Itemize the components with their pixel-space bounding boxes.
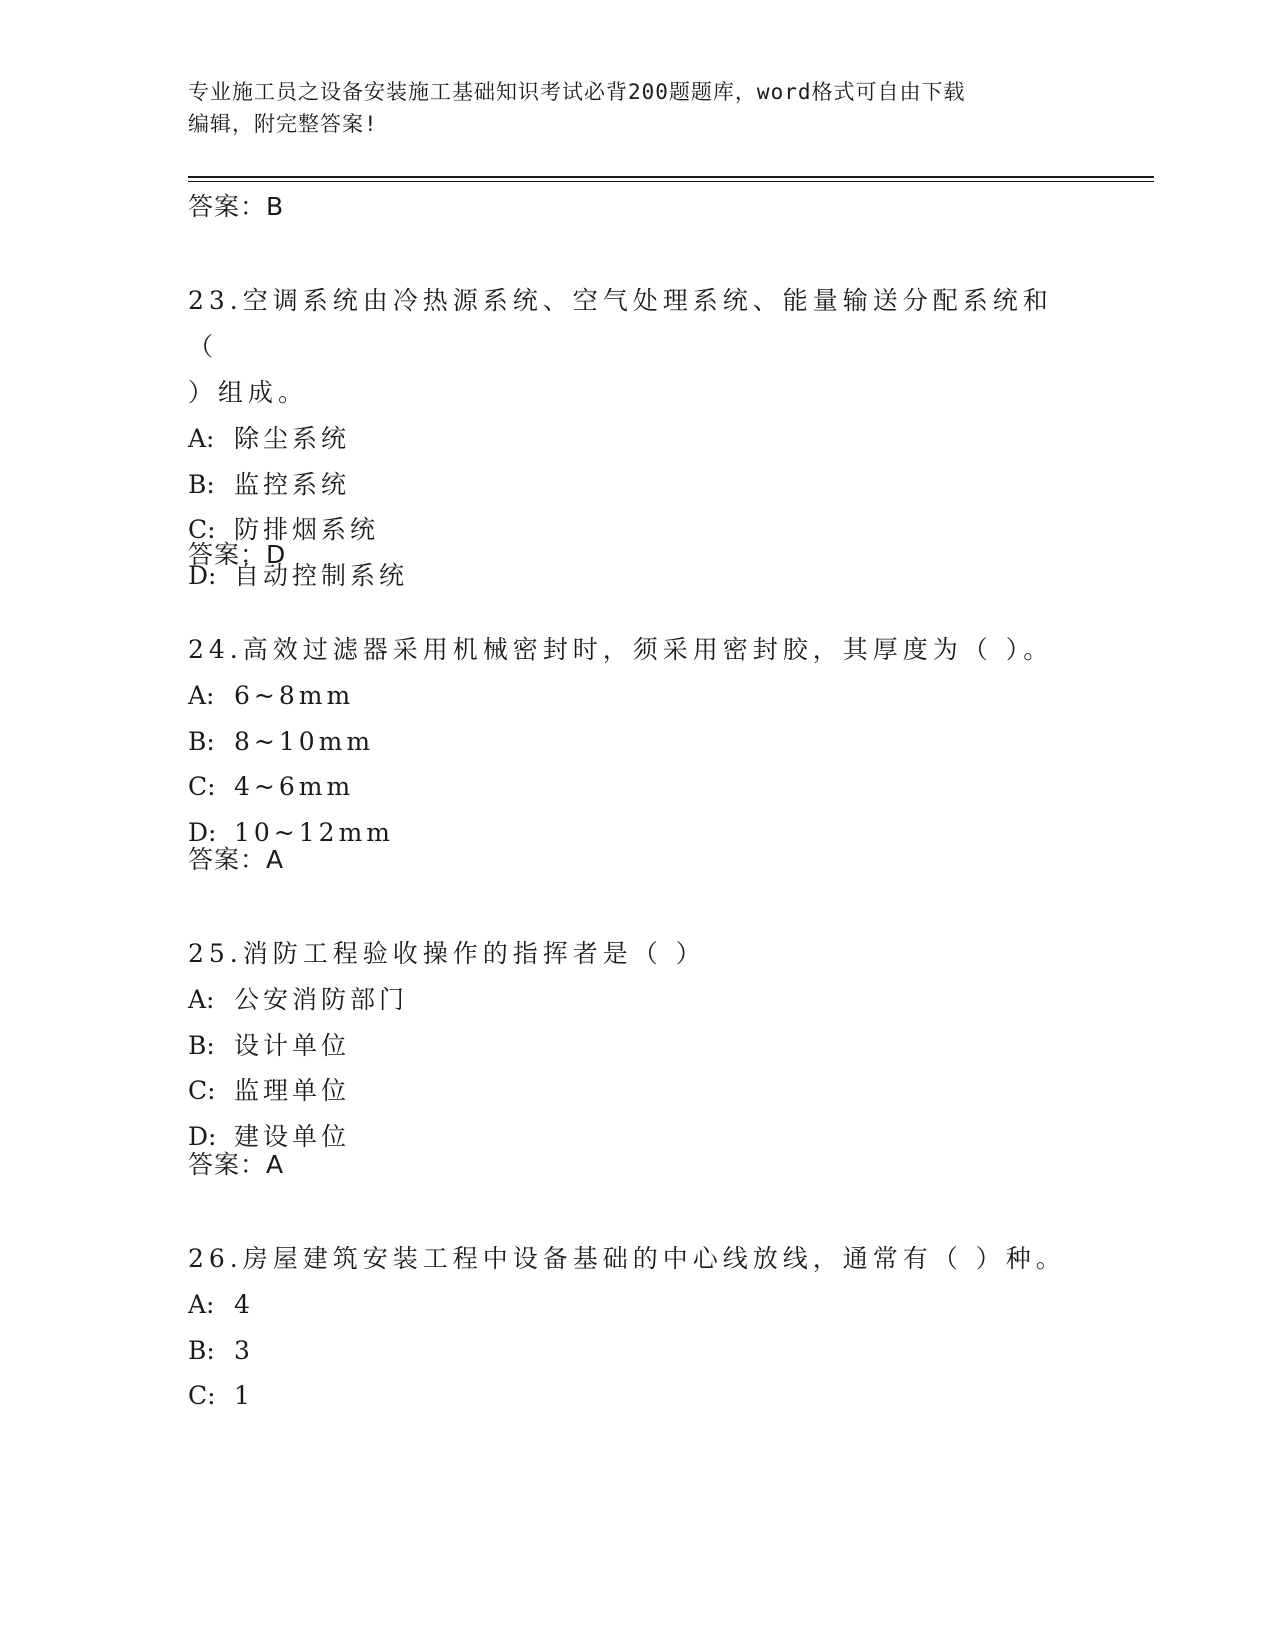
header-divider-thick xyxy=(188,176,1154,178)
option-key: D: xyxy=(188,560,217,590)
option-text: 除尘系统 xyxy=(234,424,351,453)
option-text: 建设单位 xyxy=(234,1121,351,1151)
question-text-line: 26.房屋建筑安装工程中设备基础的中心线放线，通常有（ ）种。 xyxy=(188,1244,1066,1273)
option-text: 4~6mm xyxy=(234,772,355,801)
answer-25: 答案：A xyxy=(188,1150,285,1179)
header-divider-thin xyxy=(188,181,1154,182)
header-line-2: 编辑，附完整答案! xyxy=(188,112,378,136)
option-text: 监控系统 xyxy=(234,469,351,499)
option-b xyxy=(188,719,1068,765)
option-c xyxy=(188,1373,1068,1419)
question-text-line: 23.空调系统由冷热源系统、空气处理系统、能量输送分配系统和（ xyxy=(188,286,1053,361)
option-a xyxy=(188,1282,1068,1328)
option-text: 监理单位 xyxy=(234,1076,351,1105)
answer-24: 答案：A xyxy=(188,845,285,874)
option-key: A: xyxy=(188,985,215,1014)
option-key: D: xyxy=(188,1121,217,1151)
option-a xyxy=(188,416,1068,462)
question-text-line: 24.高效过滤器采用机械密封时，须采用密封胶，其厚度为（ ）。 xyxy=(188,635,1054,664)
option-key: B: xyxy=(188,726,215,756)
question-23-text xyxy=(188,278,1068,416)
option-key: D: xyxy=(188,817,217,847)
option-key: B: xyxy=(188,1335,215,1365)
option-text: 公安消防部门 xyxy=(234,985,409,1014)
question-24-text xyxy=(188,627,1068,673)
option-text: 3 xyxy=(234,1335,254,1365)
option-key: C: xyxy=(188,1381,216,1410)
question-25-text xyxy=(188,931,1068,977)
option-key: A: xyxy=(188,1290,215,1319)
answer-23: 答案：D xyxy=(188,540,287,569)
option-key: C: xyxy=(188,515,216,544)
option-b xyxy=(188,462,1068,508)
option-key: B: xyxy=(188,1030,215,1060)
option-text: 防排烟系统 xyxy=(234,515,380,544)
page-header xyxy=(188,76,1088,140)
option-text: 设计单位 xyxy=(234,1030,351,1060)
question-25 xyxy=(188,931,1068,1159)
previous-answer: 答案：B xyxy=(188,192,285,221)
option-key: B: xyxy=(188,469,215,499)
option-key: C: xyxy=(188,772,216,801)
option-b xyxy=(188,1328,1068,1374)
option-key: C: xyxy=(188,1076,216,1105)
question-24 xyxy=(188,627,1068,855)
header-line-1: 专业施工员之设备安装施工基础知识考试必背200题题库，word格式可自由下载 xyxy=(188,80,966,104)
option-text: 4 xyxy=(234,1290,254,1319)
question-26-text xyxy=(188,1236,1068,1282)
option-text: 6~8mm xyxy=(234,681,355,710)
option-text: 10~12mm xyxy=(234,817,394,847)
option-key: A: xyxy=(188,681,215,710)
option-text: 自动控制系统 xyxy=(234,560,409,590)
option-a xyxy=(188,673,1068,719)
option-a xyxy=(188,977,1068,1023)
option-b xyxy=(188,1023,1068,1069)
question-text-line: 25.消防工程验收操作的指挥者是（ ） xyxy=(188,939,706,968)
option-c xyxy=(188,1068,1068,1114)
question-26 xyxy=(188,1236,1068,1419)
option-key: A: xyxy=(188,424,215,453)
option-text: 1 xyxy=(234,1381,254,1410)
option-c xyxy=(188,764,1068,810)
question-text-line: ）组成。 xyxy=(188,378,309,407)
option-text: 8~10mm xyxy=(234,726,375,756)
